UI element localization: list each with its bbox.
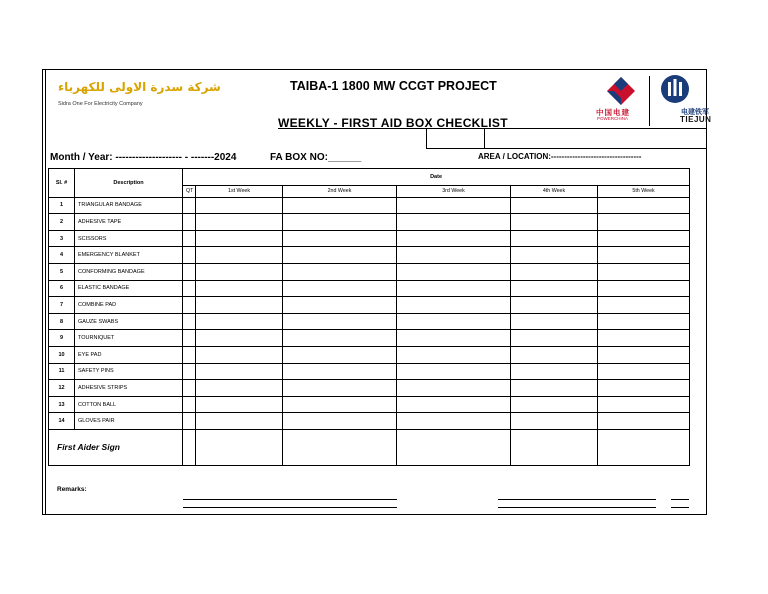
week-check-cell[interactable]: [196, 214, 283, 231]
row-sl-number: 13: [49, 396, 75, 413]
qt-cell[interactable]: [183, 330, 196, 347]
table-row: [49, 396, 690, 413]
qt-cell[interactable]: [183, 363, 196, 380]
row-description: SCISSORS: [75, 230, 183, 247]
week-check-cell[interactable]: [283, 363, 397, 380]
week-check-cell[interactable]: [397, 297, 511, 314]
table-row: [49, 330, 690, 347]
week-header: 2nd Week: [283, 185, 397, 197]
week-check-cell[interactable]: [397, 346, 511, 363]
row-sl-number: 1: [49, 197, 75, 214]
week-check-cell[interactable]: [397, 396, 511, 413]
week-check-cell[interactable]: [598, 330, 690, 347]
remarks-line[interactable]: [498, 507, 656, 508]
row-sl-number: 4: [49, 247, 75, 264]
sign-cell[interactable]: [598, 429, 690, 465]
qt-cell[interactable]: [183, 396, 196, 413]
week-check-cell[interactable]: [511, 247, 598, 264]
week-check-cell[interactable]: [598, 363, 690, 380]
table-row: [49, 380, 690, 397]
week-check-cell[interactable]: [397, 363, 511, 380]
table-row: [49, 214, 690, 231]
logo-divider: [649, 76, 650, 126]
week-check-cell[interactable]: [598, 313, 690, 330]
table-row: [49, 197, 690, 214]
table-row: [49, 247, 690, 264]
row-description: TOURNIQUET: [75, 330, 183, 347]
week-check-cell[interactable]: [397, 280, 511, 297]
row-description: ADHESIVE TAPE: [75, 214, 183, 231]
week-check-cell[interactable]: [511, 214, 598, 231]
tiejun-logo-cn: 电建铁军: [681, 109, 709, 116]
row-description: COTTON BALL: [75, 396, 183, 413]
week-check-cell[interactable]: [283, 280, 397, 297]
remarks-line[interactable]: [183, 499, 397, 500]
week-check-cell[interactable]: [598, 197, 690, 214]
row-description: ADHESIVE STRIPS: [75, 380, 183, 397]
week-check-cell[interactable]: [397, 413, 511, 430]
week-check-cell[interactable]: [283, 313, 397, 330]
week-check-cell[interactable]: [196, 363, 283, 380]
row-sl-number: 11: [49, 363, 75, 380]
week-check-cell[interactable]: [283, 346, 397, 363]
powerchina-logo-en: POWERCHINA: [597, 116, 629, 121]
table-row: [49, 363, 690, 380]
week-check-cell[interactable]: [196, 197, 283, 214]
week-check-cell[interactable]: [598, 346, 690, 363]
row-sl-number: 8: [49, 313, 75, 330]
qt-cell[interactable]: [183, 297, 196, 314]
row-sl-number: 7: [49, 297, 75, 314]
week-check-cell[interactable]: [283, 380, 397, 397]
month-year-field[interactable]: Month / Year: -------------------- - -------2024: [50, 152, 237, 163]
week-check-cell[interactable]: [397, 263, 511, 280]
row-sl-number: 3: [49, 230, 75, 247]
qt-cell[interactable]: [183, 313, 196, 330]
row-sl-number: 2: [49, 214, 75, 231]
description-header: Description: [75, 169, 183, 198]
tiejun-logo-icon: [660, 74, 690, 104]
row-description: CONFORMING BANDAGE: [75, 263, 183, 280]
week-check-cell[interactable]: [511, 197, 598, 214]
week-check-cell[interactable]: [283, 263, 397, 280]
qt-header: QT: [183, 185, 196, 197]
week-check-cell[interactable]: [196, 230, 283, 247]
checklist-table: [48, 168, 690, 466]
sign-cell[interactable]: [283, 429, 397, 465]
week-check-cell[interactable]: [196, 396, 283, 413]
week-check-cell[interactable]: [511, 230, 598, 247]
title-box-left: [426, 128, 427, 148]
powerchina-logo-cn: 中国电建: [596, 108, 630, 117]
table-row: [49, 346, 690, 363]
qt-cell[interactable]: [183, 263, 196, 280]
week-check-cell[interactable]: [397, 330, 511, 347]
title-box-rule: [426, 148, 707, 149]
row-sl-number: 6: [49, 280, 75, 297]
week-check-cell[interactable]: [283, 396, 397, 413]
title-box-divider: [484, 128, 485, 148]
week-check-cell[interactable]: [598, 396, 690, 413]
fa-box-no-field[interactable]: FA BOX NO:______: [270, 152, 362, 163]
week-header: 1st Week: [196, 185, 283, 197]
week-check-cell[interactable]: [397, 197, 511, 214]
week-check-cell[interactable]: [598, 380, 690, 397]
table-row: [49, 413, 690, 430]
row-sl-number: 12: [49, 380, 75, 397]
qt-cell[interactable]: [183, 197, 196, 214]
checklist-title: WEEKLY - FIRST AID BOX CHECKLIST: [278, 116, 508, 130]
week-check-cell[interactable]: [196, 346, 283, 363]
week-header: 3rd Week: [397, 185, 511, 197]
week-check-cell[interactable]: [283, 197, 397, 214]
qt-cell[interactable]: [183, 230, 196, 247]
week-check-cell[interactable]: [511, 330, 598, 347]
row-description: COMBINE PAD: [75, 297, 183, 314]
week-check-cell[interactable]: [397, 214, 511, 231]
week-check-cell[interactable]: [511, 396, 598, 413]
week-check-cell[interactable]: [511, 413, 598, 430]
week-check-cell[interactable]: [196, 380, 283, 397]
table-row: [49, 263, 690, 280]
week-check-cell[interactable]: [598, 214, 690, 231]
table-row: [49, 297, 690, 314]
week-check-cell[interactable]: [196, 413, 283, 430]
week-check-cell[interactable]: [511, 380, 598, 397]
tiejun-logo-en: TIEJUN: [680, 115, 712, 124]
company-logo-english: Sidra One For Electricity Company: [58, 101, 143, 107]
week-check-cell[interactable]: [511, 297, 598, 314]
project-title: TAIBA-1 1800 MW CCGT PROJECT: [290, 79, 497, 93]
remarks-line[interactable]: [671, 499, 689, 500]
sl-header: Sl. #: [49, 169, 75, 198]
week-check-cell[interactable]: [397, 313, 511, 330]
week-check-cell[interactable]: [598, 413, 690, 430]
row-description: EMERGENCY BLANKET: [75, 247, 183, 264]
qt-cell[interactable]: [183, 214, 196, 231]
week-check-cell[interactable]: [196, 263, 283, 280]
title-rule: [278, 128, 707, 129]
week-check-cell[interactable]: [511, 363, 598, 380]
table-row: [49, 313, 690, 330]
company-logo-arabic: شركة سدرة الاولى للكهرباء: [58, 80, 221, 94]
qt-cell[interactable]: [183, 346, 196, 363]
table-row: [49, 230, 690, 247]
week-check-cell[interactable]: [196, 247, 283, 264]
row-description: ELASTIC BANDAGE: [75, 280, 183, 297]
week-check-cell[interactable]: [598, 247, 690, 264]
row-sl-number: 10: [49, 346, 75, 363]
remarks-line[interactable]: [498, 499, 656, 500]
week-check-cell[interactable]: [283, 230, 397, 247]
row-description: EYE PAD: [75, 346, 183, 363]
qt-cell[interactable]: [183, 380, 196, 397]
row-description: TRIANGULAR BANDAGE: [75, 197, 183, 214]
remarks-label: Remarks:: [57, 486, 87, 493]
qt-cell[interactable]: [183, 247, 196, 264]
week-header: 4th Week: [511, 185, 598, 197]
week-check-cell[interactable]: [283, 297, 397, 314]
week-check-cell[interactable]: [283, 413, 397, 430]
week-check-cell[interactable]: [598, 297, 690, 314]
row-sl-number: 5: [49, 263, 75, 280]
week-check-cell[interactable]: [196, 330, 283, 347]
week-check-cell[interactable]: [397, 380, 511, 397]
week-check-cell[interactable]: [196, 297, 283, 314]
qt-cell[interactable]: [183, 280, 196, 297]
powerchina-logo-icon: [605, 76, 637, 106]
week-check-cell[interactable]: [511, 263, 598, 280]
week-check-cell[interactable]: [511, 313, 598, 330]
area-location-field[interactable]: AREA / LOCATION:----------------------------------: [478, 152, 642, 161]
week-check-cell[interactable]: [283, 330, 397, 347]
qt-cell[interactable]: [183, 413, 196, 430]
row-description: GAUZE SWABS: [75, 313, 183, 330]
week-check-cell[interactable]: [511, 280, 598, 297]
table-row: [49, 280, 690, 297]
row-description: GLOVES PAIR: [75, 413, 183, 430]
week-check-cell[interactable]: [196, 280, 283, 297]
week-check-cell[interactable]: [196, 313, 283, 330]
week-check-cell[interactable]: [511, 346, 598, 363]
sheet-margin-rule: [45, 69, 46, 515]
date-header: Date: [183, 169, 690, 186]
sign-cell-qt[interactable]: [183, 429, 196, 465]
week-check-cell[interactable]: [598, 230, 690, 247]
week-check-cell[interactable]: [397, 247, 511, 264]
row-description: SAFETY PINS: [75, 363, 183, 380]
week-check-cell[interactable]: [598, 263, 690, 280]
week-check-cell[interactable]: [397, 230, 511, 247]
remarks-line[interactable]: [183, 507, 397, 508]
first-aider-sign-label: First Aider Sign: [49, 429, 183, 465]
week-header: 5th Week: [598, 185, 690, 197]
week-check-cell[interactable]: [598, 280, 690, 297]
remarks-line[interactable]: [671, 507, 689, 508]
week-check-cell[interactable]: [283, 214, 397, 231]
sign-cell[interactable]: [397, 429, 511, 465]
row-sl-number: 14: [49, 413, 75, 430]
week-check-cell[interactable]: [283, 247, 397, 264]
sign-cell[interactable]: [196, 429, 283, 465]
row-sl-number: 9: [49, 330, 75, 347]
sign-cell[interactable]: [511, 429, 598, 465]
